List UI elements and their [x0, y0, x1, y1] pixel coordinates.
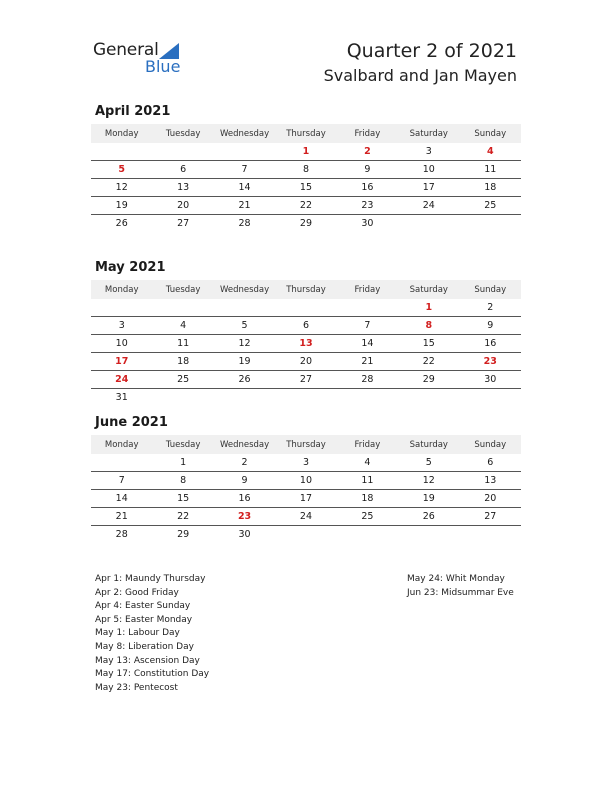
calendar-day: 29 [398, 371, 459, 389]
month-june [91, 415, 521, 543]
calendar-day [337, 299, 398, 317]
calendar-day: 28 [238, 218, 251, 229]
calendar-day: 9 [460, 317, 521, 335]
calendar-day: 23 [214, 508, 275, 526]
calendar-day: 24 [275, 508, 336, 526]
calendar-day: 19 [91, 197, 152, 215]
holiday-notes-left [95, 573, 209, 695]
calendar-day: 1 [398, 299, 459, 317]
calendar-day [91, 454, 152, 472]
weekday-header: Thursday [275, 435, 336, 454]
calendar-day: 23 [337, 197, 398, 215]
month-title: June 2021 [95, 415, 168, 430]
calendar-week-row [91, 335, 521, 353]
calendar-day: 18 [152, 353, 213, 371]
calendar-day [214, 143, 275, 161]
weekday-header: Thursday [275, 124, 336, 143]
calendar-day: 9 [214, 472, 275, 490]
calendar-day: 9 [337, 161, 398, 179]
weekday-header: Saturday [398, 124, 459, 143]
calendar-day: 7 [214, 161, 275, 179]
holiday-note: Apr 2: Good Friday [95, 587, 179, 598]
calendar-week-row [91, 143, 521, 161]
holiday-note: May 1: Labour Day [95, 628, 180, 639]
calendar-day: 5 [398, 454, 459, 472]
calendar-day: 29 [299, 218, 313, 229]
calendar-week-row [91, 526, 521, 544]
month-may [91, 260, 521, 406]
calendar-day: 22 [398, 353, 459, 371]
calendar-day: 18 [337, 490, 398, 508]
calendar-day: 17 [398, 179, 459, 197]
calendar-day: 22 [275, 197, 336, 215]
holiday-note: Apr 4: Easter Sunday [95, 601, 191, 612]
calendar-day: 29 [177, 529, 190, 540]
calendar-day: 23 [460, 353, 521, 371]
calendar-day: 10 [91, 335, 152, 353]
calendar-day: 27 [177, 218, 190, 229]
logo-word-general: General [93, 40, 159, 60]
calendar-day [91, 299, 152, 317]
calendar-day [398, 215, 459, 233]
calendar-day: 24 [398, 197, 459, 215]
holiday-note: May 8: Liberation Day [95, 641, 194, 652]
calendar-day: 3 [91, 317, 152, 335]
calendar-day: 1 [275, 143, 336, 161]
calendar-day: 14 [337, 335, 398, 353]
calendar-day: 16 [337, 179, 398, 197]
logo [93, 40, 193, 80]
holiday-note: May 23: Pentecost [95, 682, 178, 693]
calendar-day: 22 [152, 508, 213, 526]
weekday-header: Tuesday [152, 124, 213, 143]
calendar-day: 3 [275, 454, 336, 472]
calendar-day: 28 [115, 529, 128, 540]
calendar-day [337, 526, 398, 544]
calendar-day: 13 [152, 179, 213, 197]
calendar-day: 26 [115, 218, 128, 229]
calendar-day: 11 [460, 161, 521, 179]
calendar-day: 30 [460, 371, 521, 389]
calendar-table [91, 124, 521, 232]
weekday-header: Friday [337, 435, 398, 454]
calendar-day: 5 [91, 161, 152, 179]
calendar-day: 4 [152, 317, 213, 335]
calendar-day: 15 [275, 179, 336, 197]
weekday-header: Monday [91, 280, 152, 299]
calendar-day: 15 [398, 335, 459, 353]
calendar-week-row [91, 371, 521, 389]
holiday-note: Apr 1: Maundy Thursday [95, 574, 206, 584]
calendar-day [91, 143, 152, 161]
calendar-day: 25 [460, 197, 521, 215]
calendar-day: 8 [398, 317, 459, 335]
page-title: Quarter 2 of 2021 [346, 40, 517, 62]
calendar-day: 2 [337, 143, 398, 161]
calendar-week-row [91, 389, 521, 407]
calendar-week-row [91, 472, 521, 490]
calendar-day: 25 [337, 508, 398, 526]
calendar-week-row [91, 299, 521, 317]
calendar-day: 17 [91, 353, 152, 371]
calendar-week-row [91, 454, 521, 472]
month-title: May 2021 [95, 260, 166, 275]
calendar-day: 3 [398, 143, 459, 161]
calendar-week-row [91, 179, 521, 197]
holiday-note: May 17: Constitution Day [95, 669, 210, 680]
calendar-day: 27 [460, 508, 521, 526]
calendar-day: 13 [275, 335, 336, 353]
calendar-day: 2 [214, 454, 275, 472]
calendar-day: 30 [361, 218, 374, 229]
calendar-day [152, 143, 213, 161]
holiday-note: May 13: Ascension Day [95, 655, 200, 666]
month-april [91, 104, 521, 232]
calendar-day: 14 [91, 490, 152, 508]
calendar-day [460, 526, 521, 544]
calendar-day: 20 [152, 197, 213, 215]
calendar-week-row [91, 317, 521, 335]
calendar-day [275, 526, 336, 544]
calendar-day [214, 299, 275, 317]
calendar-day: 7 [91, 472, 152, 490]
calendar-day: 19 [398, 490, 459, 508]
calendar-day: 2 [460, 299, 521, 317]
page-subtitle: Svalbard and Jan Mayen [323, 66, 517, 85]
calendar-day: 7 [337, 317, 398, 335]
calendar-day: 12 [214, 335, 275, 353]
calendar-day: 6 [460, 454, 521, 472]
month-title: April 2021 [95, 104, 171, 119]
calendar-day: 12 [398, 472, 459, 490]
weekday-header: Sunday [460, 435, 521, 454]
calendar-day: 21 [214, 197, 275, 215]
calendar-day: 17 [275, 490, 336, 508]
calendar-day [460, 389, 521, 407]
weekday-header: Wednesday [214, 124, 275, 143]
weekday-header: Thursday [275, 280, 336, 299]
calendar-day: 28 [337, 371, 398, 389]
calendar-day: 15 [152, 490, 213, 508]
calendar-day: 11 [152, 335, 213, 353]
calendar-day: 4 [337, 454, 398, 472]
calendar-week-row [91, 508, 521, 526]
calendar-day: 14 [214, 179, 275, 197]
weekday-header: Sunday [460, 280, 521, 299]
holiday-note: Apr 5: Easter Monday [95, 614, 193, 625]
calendar-day: 20 [460, 490, 521, 508]
calendar-day [275, 389, 336, 407]
calendar-day: 21 [337, 353, 398, 371]
weekday-header: Friday [337, 280, 398, 299]
calendar-day: 13 [460, 472, 521, 490]
weekday-header: Sunday [460, 124, 521, 143]
calendar-day [398, 389, 459, 407]
calendar-day: 25 [152, 371, 213, 389]
weekday-header: Monday [91, 124, 152, 143]
calendar-day [152, 299, 213, 317]
calendar-table [91, 280, 521, 406]
holiday-note: Jun 23: Midsummar Eve [407, 587, 514, 598]
calendar-day: 8 [152, 472, 213, 490]
calendar-day: 10 [398, 161, 459, 179]
calendar-day: 26 [398, 508, 459, 526]
weekday-header: Friday [337, 124, 398, 143]
weekday-header: Wednesday [214, 280, 275, 299]
calendar-week-row [91, 215, 521, 233]
calendar-week-row [91, 353, 521, 371]
calendar-day: 20 [275, 353, 336, 371]
calendar-day: 6 [275, 317, 336, 335]
calendar-day: 5 [214, 317, 275, 335]
holiday-note: May 24: Whit Monday [407, 574, 505, 584]
logo-word-blue: Blue [145, 57, 181, 76]
weekday-header: Saturday [398, 280, 459, 299]
calendar-day [460, 215, 521, 233]
calendar-table [91, 435, 521, 543]
calendar-day [152, 389, 213, 407]
calendar-week-row [91, 161, 521, 179]
calendar-day: 18 [460, 179, 521, 197]
calendar-day: 4 [460, 143, 521, 161]
calendar-day: 27 [275, 371, 336, 389]
calendar-day: 16 [460, 335, 521, 353]
weekday-header: Wednesday [214, 435, 275, 454]
calendar-day [398, 526, 459, 544]
calendar-day: 30 [238, 529, 251, 540]
weekday-header: Tuesday [152, 280, 213, 299]
calendar-day: 8 [275, 161, 336, 179]
calendar-week-row [91, 490, 521, 508]
calendar-day: 19 [214, 353, 275, 371]
calendar-week-row [91, 197, 521, 215]
calendar-day: 11 [337, 472, 398, 490]
calendar-day: 26 [214, 371, 275, 389]
holiday-notes-right [407, 573, 514, 600]
calendar-day: 24 [91, 371, 152, 389]
calendar-day [337, 389, 398, 407]
weekday-header: Tuesday [152, 435, 213, 454]
calendar-day: 12 [91, 179, 152, 197]
weekday-header: Saturday [398, 435, 459, 454]
calendar-day: 6 [152, 161, 213, 179]
calendar-day: 10 [275, 472, 336, 490]
calendar-day: 31 [115, 392, 128, 403]
calendar-day: 21 [91, 508, 152, 526]
calendar-day [214, 389, 275, 407]
calendar-day [275, 299, 336, 317]
calendar-day: 1 [152, 454, 213, 472]
weekday-header: Monday [91, 435, 152, 454]
calendar-day: 16 [214, 490, 275, 508]
